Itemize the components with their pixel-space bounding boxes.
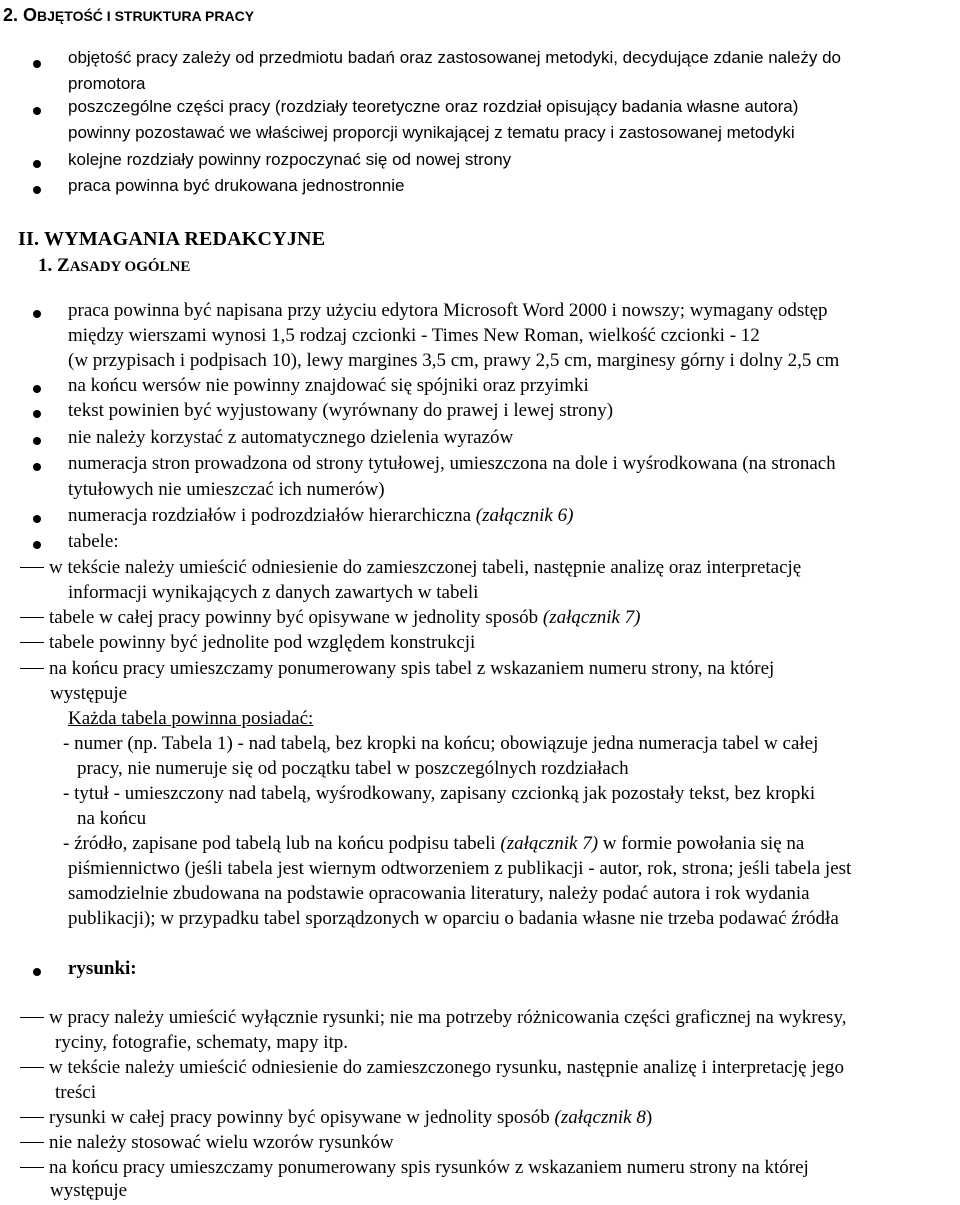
bullet-icon <box>33 463 41 471</box>
list-item: praca powinna być drukowana jednostronnie <box>68 176 405 195</box>
subsection-heading: 1. ZASADY OGÓLNE <box>38 255 191 276</box>
list-item: - numer (np. Tabela 1) - nad tabelą, bez kropki na końcu; obowiązuje jedna numeracja tabel w całej <box>63 733 819 754</box>
bullet-icon <box>33 107 41 115</box>
list-item: publikacji); w przypadku tabel sporządzonych w oparciu o badania własne nie trzeba podawać źródła <box>68 908 839 929</box>
bullet-icon <box>33 385 41 393</box>
list-item: w pracy należy umieścić wyłącznie rysunki; nie ma potrzeby różnicowania części graficznej na wykresy, <box>20 1005 846 1032</box>
list-item: - tytuł - umieszczony nad tabelą, wyśrodkowany, zapisany czcionką jak pozostały tekst, bez kropki <box>63 783 816 804</box>
bullet-icon <box>33 541 41 549</box>
list-item: powinny pozostawać we właściwej proporcji wynikającej z tematu pracy i zastosowanej metodyki <box>68 123 795 142</box>
section-heading: 2. OBJĘTOŚĆ I STRUKTURA PRACY <box>3 5 255 25</box>
list-item: występuje <box>50 1180 128 1201</box>
section-heading: II. WYMAGANIA REDAKCYJNE <box>18 228 326 250</box>
bullet-icon <box>33 160 41 168</box>
list-item: tabele powinny być jednolite pod względem konstrukcji <box>20 630 475 657</box>
list-item: występuje <box>50 683 128 704</box>
list-item: numeracja rozdziałów i podrozdziałów hierarchiczna (załącznik 6) <box>68 505 574 526</box>
list-item: treści <box>55 1082 97 1103</box>
list-item: samodzielnie zbudowana na podstawie opracowania literatury, należy podać autora i rok wydania <box>68 883 810 904</box>
subheading: Każda tabela powinna posiadać: <box>68 708 314 729</box>
dash-icon <box>20 1167 44 1168</box>
list-item: nie należy stosować wielu wzorów rysunków <box>20 1130 394 1157</box>
subheading: rysunki: <box>68 958 137 979</box>
dash-icon <box>20 1017 44 1018</box>
dash-icon <box>20 617 44 618</box>
list-item: tekst powinien być wyjustowany (wyrównany do prawej i lewej strony) <box>68 400 614 421</box>
list-item: praca powinna być napisana przy użyciu edytora Microsoft Word 2000 i nowszy; wymagany odstęp <box>68 300 828 321</box>
list-item: w tekście należy umieścić odniesienie do zamieszczonej tabeli, następnie analizę oraz interpretację <box>20 555 801 582</box>
list-item: na końcu pracy umieszczamy ponumerowany spis tabel z wskazaniem numeru strony, na której <box>20 656 774 683</box>
list-item: tabele w całej pracy powinny być opisywane w jednolity sposób (załącznik 7) <box>20 605 641 632</box>
list-item: informacji wynikających z danych zawartych w tabeli <box>68 582 479 603</box>
list-item: tabele: <box>68 531 119 552</box>
bullet-icon <box>33 410 41 418</box>
bullet-icon <box>33 968 41 976</box>
list-item: promotora <box>68 74 146 93</box>
list-item: piśmiennictwo (jeśli tabela jest wiernym odtworzeniem z publikacji - autor, rok, strona; jeśli tabela jest <box>68 858 852 879</box>
dash-icon <box>20 1067 44 1068</box>
bullet-icon <box>33 515 41 523</box>
list-item: ryciny, fotografie, schematy, mapy itp. <box>55 1032 348 1053</box>
bullet-icon <box>33 310 41 318</box>
list-item: kolejne rozdziały powinny rozpoczynać się od nowej strony <box>68 150 512 169</box>
list-item: nie należy korzystać z automatycznego dzielenia wyrazów <box>68 427 514 448</box>
bullet-icon <box>33 186 41 194</box>
bullet-icon <box>33 60 41 68</box>
list-item: na końcu wersów nie powinny znajdować się spójniki oraz przyimki <box>68 375 589 396</box>
list-item: (w przypisach i podpisach 10), lewy margines 3,5 cm, prawy 2,5 cm, marginesy górny i dolny 2,5 cm <box>68 350 840 371</box>
list-item: pracy, nie numeruje się od początku tabel w poszczególnych rozdziałach <box>77 758 629 779</box>
list-item: - źródło, zapisane pod tabelą lub na końcu podpisu tabeli (załącznik 7) w formie powołania się na <box>63 833 805 854</box>
bullet-icon <box>33 437 41 445</box>
dash-icon <box>20 567 44 568</box>
list-item: objętość pracy zależy od przedmiotu badań oraz zastosowanej metodyki, decydujące zdanie należy do <box>68 48 842 67</box>
dash-icon <box>20 668 44 669</box>
list-item: na końcu pracy umieszczamy ponumerowany spis rysunków z wskazaniem numeru strony na której <box>20 1155 809 1182</box>
list-item: poszczególne części pracy (rozdziały teoretyczne oraz rozdział opisujący badania własne autora) <box>68 97 799 116</box>
list-item: między wierszami wynosi 1,5 rodzaj czcionki - Times New Roman, wielkość czcionki - 12 <box>68 325 760 346</box>
list-item: numeracja stron prowadzona od strony tytułowej, umieszczona na dole i wyśrodkowana (na stronach <box>68 453 836 474</box>
list-item: rysunki w całej pracy powinny być opisywane w jednolity sposób (załącznik 8) <box>20 1105 652 1132</box>
dash-icon <box>20 1142 44 1143</box>
list-item: tytułowych nie umieszczać ich numerów) <box>68 479 385 500</box>
dash-icon <box>20 642 44 643</box>
list-item: w tekście należy umieścić odniesienie do zamieszczonego rysunku, następnie analizę i interpretację jego <box>20 1055 844 1082</box>
dash-icon <box>20 1117 44 1118</box>
list-item: na końcu <box>77 808 147 829</box>
